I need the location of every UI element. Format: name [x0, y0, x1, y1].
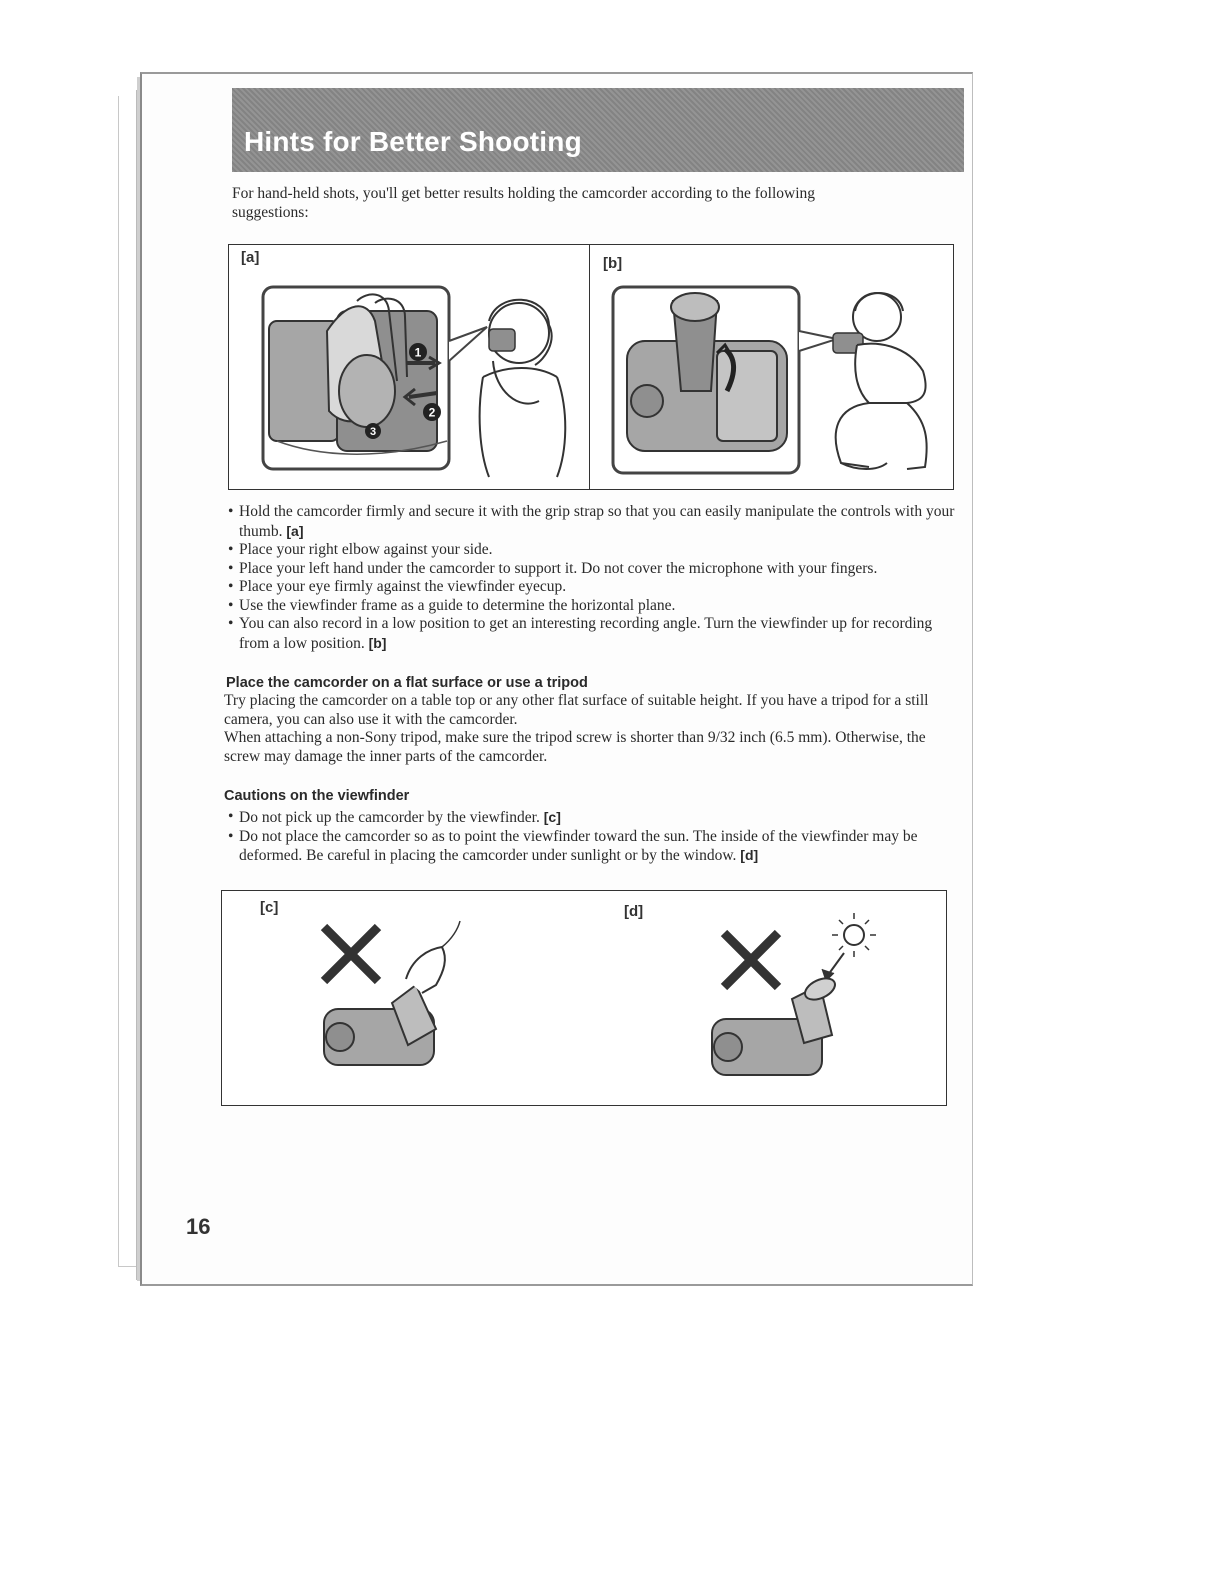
tip-text: Place your left hand under the camcorder to support it. Do not cover the microphone with your fingers. [239, 559, 878, 577]
figure-label-a: [a] [241, 249, 260, 266]
tip-text: Place your right elbow against your side. [239, 541, 493, 558]
tip-item [228, 560, 958, 579]
caution-item [228, 828, 958, 866]
figure-ref: [c] [543, 809, 561, 825]
figure-label-d: [d] [624, 903, 644, 920]
figure-ref: [a] [286, 522, 304, 539]
tip-text: Use the viewfinder frame as a guide to determine the horizontal plane. [239, 596, 676, 614]
tip-text: Place your eye firmly against the viewfinder eyecup. [239, 578, 567, 595]
step-3-number: 3 [369, 426, 377, 438]
tripod-heading: Place the camcorder on a flat surface or use a tripod [226, 675, 588, 691]
figure-divider [589, 245, 590, 489]
page-title: Hints for Better Shooting [244, 126, 582, 157]
tripod-text [224, 692, 954, 766]
viewfinder-heading: Cautions on the viewfinder [224, 788, 410, 804]
figure-ref: [d] [740, 847, 759, 863]
figure-label-c: [c] [260, 899, 279, 916]
tip-text: Hold the camcorder firmly and secure it with the grip strap so that you can easily manipulate the controls with your thumb. [239, 503, 955, 540]
step-1-number: 1 [414, 345, 422, 360]
figure-ab [228, 244, 954, 490]
tripod-paragraph: When attaching a non-Sony tripod, make sure the tripod screw is shorter than 9/32 inch (6.5 mm). Otherwise, the screw may damage the inner parts of the camcorder. [224, 729, 926, 765]
viewfinder-cautions-list [228, 808, 958, 866]
viewfinder-toward-sun-illustration [708, 903, 878, 1083]
step-2-icon [421, 401, 443, 423]
step-3-icon [363, 421, 383, 441]
tip-item [228, 541, 958, 560]
tripod-paragraph: Try placing the camcorder on a table top or any other flat surface of suitable height. If you have a tripod for a still camera, you can also use it with the camcorder. [224, 692, 929, 728]
page-stack-edge [118, 96, 139, 1267]
prohibited-x-icon [324, 927, 378, 981]
caution-item [228, 808, 958, 828]
tip-item [228, 597, 958, 616]
caution-text: Do not pick up the camcorder by the viewfinder. [239, 809, 540, 826]
caution-text: Do not place the camcorder so as to point the viewfinder toward the sun. The inside of the viewfinder may be deformed. Be careful in placing the camcorder under sunlight or by the window. [239, 827, 918, 864]
page-number: 16 [186, 1214, 211, 1239]
figure-cd [221, 890, 947, 1106]
prohibited-x-icon [724, 933, 778, 987]
pick-up-by-viewfinder-illustration [318, 919, 478, 1079]
figure-label-b: [b] [603, 255, 623, 272]
sun-icon [832, 913, 876, 957]
tip-item [228, 503, 958, 541]
step-1-icon [407, 341, 429, 363]
low-position-illustration [607, 281, 947, 481]
tip-item [228, 615, 958, 653]
grip-strap-illustration [257, 281, 587, 481]
figure-ref: [b] [368, 634, 387, 651]
intro-text: For hand-held shots, you'll get better results holding the camcorder according to the following suggestions: [232, 185, 816, 221]
step-2-number: 2 [428, 405, 436, 420]
tip-item [228, 578, 958, 597]
shooting-tips-list [228, 503, 958, 653]
tip-text: You can also record in a low position to get an interesting recording angle. Turn the viewfinder up for recording from a low position. [239, 615, 933, 652]
